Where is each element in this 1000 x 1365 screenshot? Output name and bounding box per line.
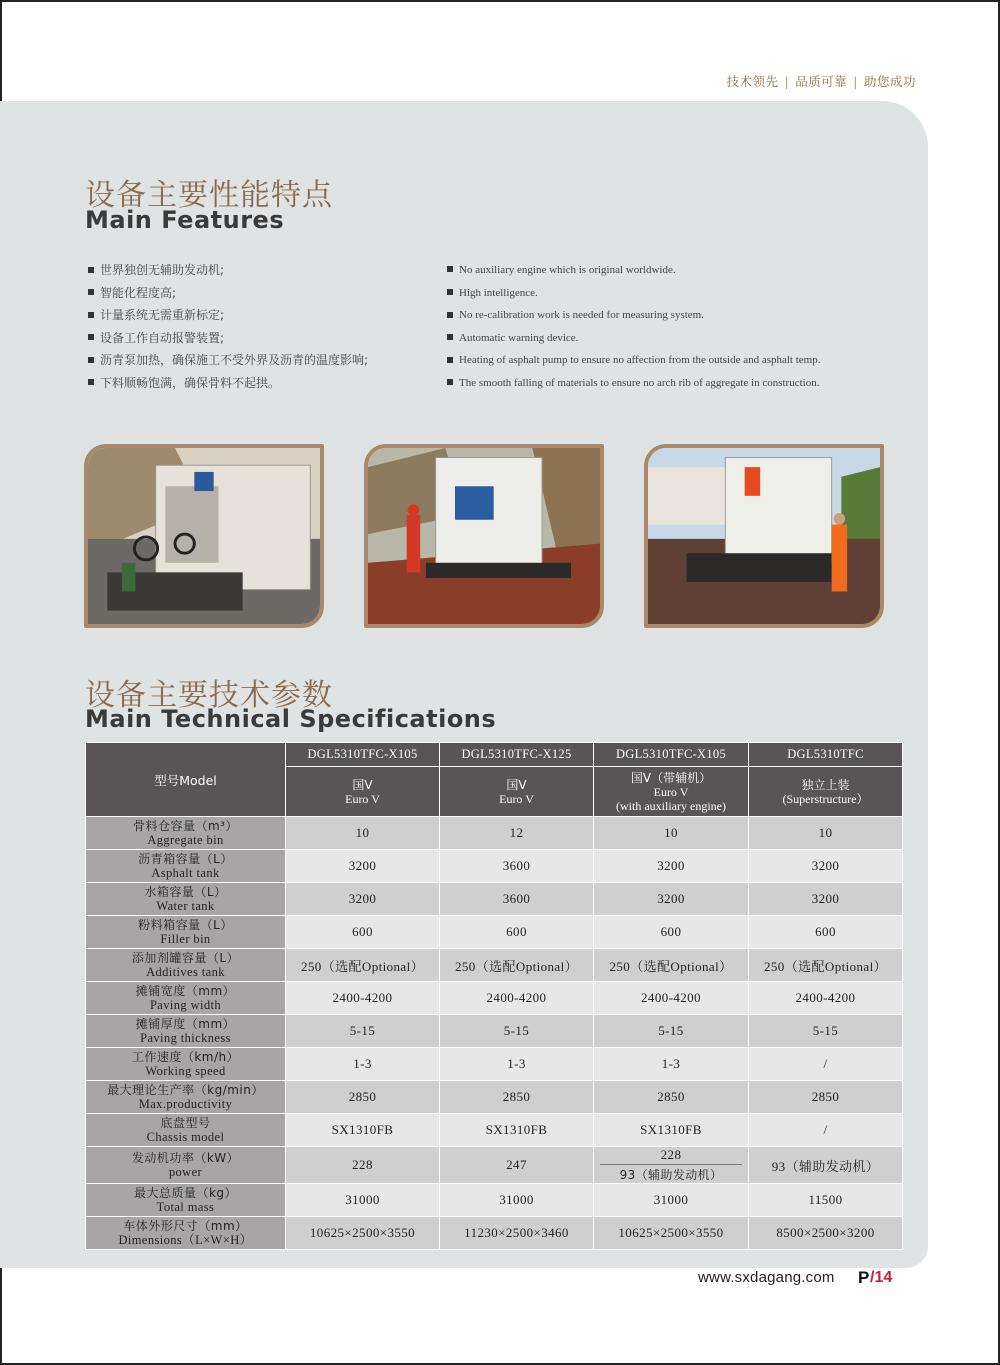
bullet-icon [447, 379, 453, 385]
table-cell: 8500×2500×3200 [749, 1217, 903, 1250]
table-row [86, 1081, 903, 1114]
table-cell: 3600 [440, 850, 594, 883]
bullet-icon [88, 312, 94, 318]
model-code: DGL5310TFC-X125 [440, 743, 594, 767]
table-row [86, 883, 903, 916]
brand-logo-icon: P [858, 1268, 870, 1287]
table-cell: 3200 [286, 883, 440, 916]
table-row [86, 817, 903, 850]
bullet-icon [447, 266, 453, 272]
table-row [86, 916, 903, 949]
table-cell: 3600 [440, 883, 594, 916]
feature-item-en: No re-calibration work is needed for measuring system. [447, 304, 820, 327]
table-cell: / [749, 1048, 903, 1081]
row-label: 沥青箱容量（L） Asphalt tank [86, 850, 286, 883]
feature-item-cn: 沥青泵加热，确保施工不受外界及沥青的温度影响; [88, 349, 368, 372]
table-row [86, 1217, 903, 1250]
table-cell: 31000 [594, 1184, 749, 1217]
row-label: 骨料仓容量（m³） Aggregate bin [86, 817, 286, 850]
tagline-item: 助您成功 [863, 74, 916, 89]
model-code: DGL5310TFC [749, 743, 903, 767]
feature-item-en: The smooth falling of materials to ensure no arch rib of aggregate in construction. [447, 372, 820, 395]
table-row [86, 1147, 903, 1184]
table-cell: 3200 [749, 883, 903, 916]
table-cell: 250（选配Optional） [286, 949, 440, 982]
bullet-icon [88, 379, 94, 385]
row-label: 工作速度（km/h） Working speed [86, 1048, 286, 1081]
bullet-icon [447, 334, 453, 340]
feature-item-en: No auxiliary engine which is original worldwide. [447, 259, 820, 282]
page-number: /14 [870, 1269, 893, 1286]
table-row [86, 850, 903, 883]
table-cell: 228 [286, 1147, 440, 1184]
feature-item-en: High intelligence. [447, 282, 820, 305]
table-cell: 250（选配Optional） [749, 949, 903, 982]
table-row [86, 1184, 903, 1217]
features-title-cn: 设备主要性能特点 [85, 178, 333, 213]
table-cell: 1-3 [594, 1048, 749, 1081]
feature-item-cn: 下料顺畅饱满，确保骨料不起拱。 [88, 372, 368, 395]
table-row [86, 1048, 903, 1081]
bullet-icon [88, 289, 94, 295]
website-link[interactable]: www.sxdagang.com [698, 1269, 835, 1286]
row-label: 摊铺厚度（mm） Paving thickness [86, 1015, 286, 1048]
row-label: 发动机功率（kW） power [86, 1147, 286, 1184]
table-cell: 1-3 [286, 1048, 440, 1081]
features-list-en [447, 259, 820, 395]
specs-title-en: Main Technical Specifications [85, 705, 497, 733]
bullet-icon [447, 289, 453, 295]
table-cell: SX1310FB [440, 1114, 594, 1147]
table-header-row [86, 743, 903, 767]
table-row [86, 1015, 903, 1048]
table-cell: 5-15 [749, 1015, 903, 1048]
spec-table [85, 742, 903, 1250]
table-cell: 250（选配Optional） [440, 949, 594, 982]
feature-item-en: Heating of asphalt pump to ensure no affection from the outside and asphalt temp. [447, 349, 820, 372]
features-list-cn [88, 259, 368, 395]
table-cell: 5-15 [440, 1015, 594, 1048]
row-label: 车体外形尺寸（mm） Dimensions（L×W×H） [86, 1217, 286, 1250]
table-cell: 3200 [749, 850, 903, 883]
table-cell: 600 [594, 916, 749, 949]
emission-standard: 独立上装 (Superstructure） [749, 767, 903, 817]
table-cell: 600 [749, 916, 903, 949]
table-cell: 3200 [594, 883, 749, 916]
specs-title-cn: 设备主要技术参数 [85, 678, 333, 713]
bullet-icon [88, 357, 94, 363]
model-code: DGL5310TFC-X105 [594, 743, 749, 767]
table-cell: 10 [749, 817, 903, 850]
table-cell: 10 [594, 817, 749, 850]
table-cell: 2400-4200 [594, 982, 749, 1015]
table-cell: SX1310FB [594, 1114, 749, 1147]
table-row [86, 949, 903, 982]
table-cell: 600 [286, 916, 440, 949]
table-cell: 2400-4200 [286, 982, 440, 1015]
row-label: 水箱容量（L） Water tank [86, 883, 286, 916]
table-cell: 2850 [440, 1081, 594, 1114]
features-title-en: Main Features [85, 206, 285, 234]
row-label: 最大理论生产率（kg/min） Max.productivity [86, 1081, 286, 1114]
table-cell: 2850 [749, 1081, 903, 1114]
table-cell: / [749, 1114, 903, 1147]
emission-standard: 国V Euro V [440, 767, 594, 817]
bullet-icon [447, 312, 453, 318]
photo-paver-machine-1 [84, 444, 324, 628]
table-cell: 31000 [440, 1184, 594, 1217]
table-cell: 5-15 [594, 1015, 749, 1048]
table-cell: 3200 [594, 850, 749, 883]
photo-paver-machine-3 [644, 444, 884, 628]
table-cell: 31000 [286, 1184, 440, 1217]
feature-item-cn: 智能化程度高; [88, 282, 368, 305]
table-cell: 10625×2500×3550 [286, 1217, 440, 1250]
bullet-icon [88, 334, 94, 340]
tagline-item: 技术领先 [726, 74, 779, 89]
table-cell: 10625×2500×3550 [594, 1217, 749, 1250]
row-label: 粉料箱容量（L） Filler bin [86, 916, 286, 949]
table-cell: 11230×2500×3460 [440, 1217, 594, 1250]
header-tagline: 技术领先 | 品质可靠 | 助您成功 [726, 74, 916, 89]
table-cell: 247 [440, 1147, 594, 1184]
table-cell: SX1310FB [286, 1114, 440, 1147]
bullet-icon [88, 267, 94, 273]
table-cell: 5-15 [286, 1015, 440, 1048]
table-cell: 12 [440, 817, 594, 850]
model-header: 型号Model [86, 743, 286, 817]
table-cell-split: 228 93（辅助发动机） [594, 1147, 749, 1184]
feature-item-cn: 设备工作自动报警装置; [88, 327, 368, 350]
table-cell: 600 [440, 916, 594, 949]
table-cell: 1-3 [440, 1048, 594, 1081]
model-code: DGL5310TFC-X105 [286, 743, 440, 767]
photo-paver-machine-2 [364, 444, 604, 628]
feature-item-cn: 世界独创无辅助发动机; [88, 259, 368, 282]
table-cell: 2400-4200 [749, 982, 903, 1015]
row-label: 添加剂罐容量（L） Additives tank [86, 949, 286, 982]
table-cell: 2850 [286, 1081, 440, 1114]
row-label: 摊铺宽度（mm） Paving width [86, 982, 286, 1015]
table-cell: 10 [286, 817, 440, 850]
feature-item-en: Automatic warning device. [447, 327, 820, 350]
table-cell: 11500 [749, 1184, 903, 1217]
table-cell: 2850 [594, 1081, 749, 1114]
table-cell: 3200 [286, 850, 440, 883]
table-row [86, 982, 903, 1015]
feature-item-cn: 计量系统无需重新标定; [88, 304, 368, 327]
bullet-icon [447, 357, 453, 363]
emission-standard: 国V（带辅机） Euro V (with auxiliary engine) [594, 767, 749, 817]
row-label: 最大总质量（kg） Total mass [86, 1184, 286, 1217]
emission-standard: 国V Euro V [286, 767, 440, 817]
table-cell: 250（选配Optional） [594, 949, 749, 982]
tagline-item: 品质可靠 [795, 74, 848, 89]
table-cell: 2400-4200 [440, 982, 594, 1015]
table-row [86, 1114, 903, 1147]
table-cell: 93（辅助发动机） [749, 1147, 903, 1184]
row-label: 底盘型号 Chassis model [86, 1114, 286, 1147]
